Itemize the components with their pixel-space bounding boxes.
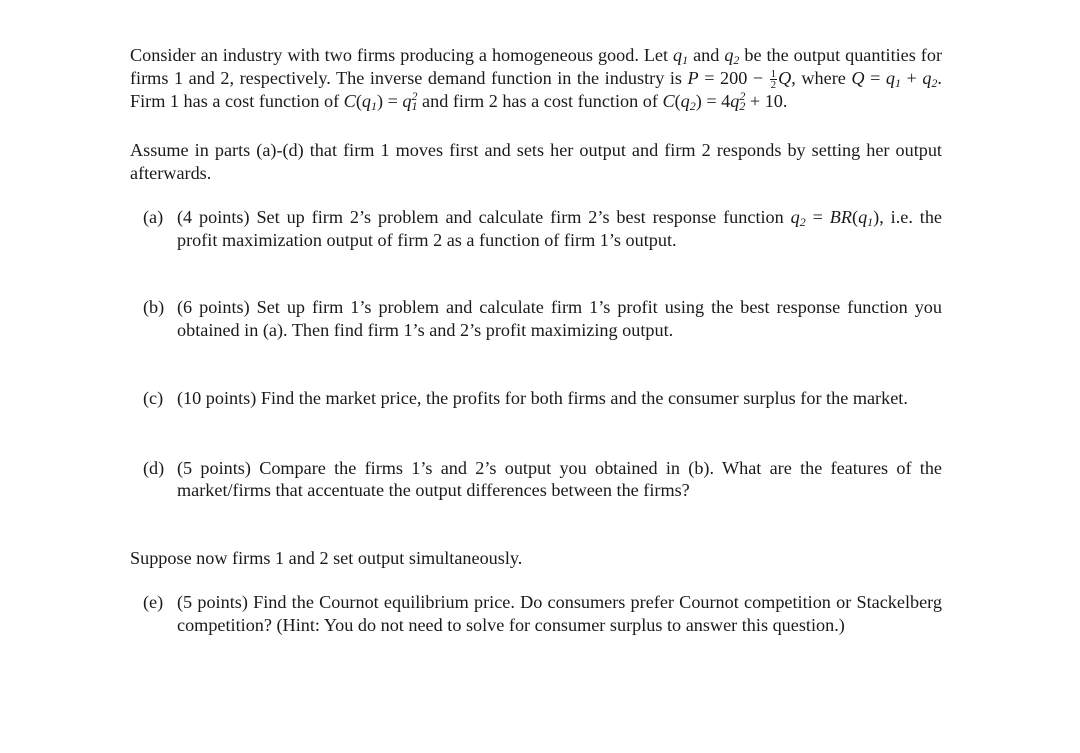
var-P: P: [687, 67, 699, 88]
var-q2: $q_2$: [680, 90, 696, 113]
intro-text: ) = 4: [695, 90, 731, 111]
question-text: (4 points) Set up firm 2’s problem and calculate firm 2’s best response function: [177, 207, 791, 227]
part-label: (a): [143, 207, 164, 227]
part-label: (e): [143, 592, 164, 612]
var-q1: $q_1$: [673, 45, 689, 67]
intro-text: =: [864, 67, 886, 88]
problem-set: [130, 44, 942, 636]
intro-text: be the output quantities for firms 1 and 2, respectively. The inverse demand function in the industry is: [130, 45, 942, 88]
intro-paragraph: Consider an industry with two firms producing a homogeneous good. Let $q_1$ and $q_2$ be the output quantities for firms 1 and 2, respectively. The inverse demand function in the industry is P = 200 − $\frac{1}{2}$ Q, where $Q = q_1 + q_2$. Firm 1 has a cost function of $C(q_1) = q^2_1$ and firm 2 has a cost function of $C(q_2) = 4q^2_2 + 10$.: [130, 45, 942, 113]
var-Q: Q: [778, 67, 792, 88]
question-text: =: [805, 207, 830, 227]
intro-text: ) =: [376, 90, 403, 111]
intro-text: , where: [791, 67, 852, 88]
intro-text: +: [900, 67, 923, 88]
question-part-b: [130, 296, 942, 341]
simultaneous-paragraph: Suppose now firms 1 and 2 set output simultaneously.: [130, 547, 523, 568]
question-part-d: [130, 457, 942, 502]
intro-text: . Firm 1 has a cost function of: [130, 67, 942, 111]
var-q2: $q_2$: [922, 67, 938, 90]
var-q1-squared: $q^2_1$: [402, 88, 418, 113]
var-q1: $q_1$: [858, 207, 874, 229]
question-text: (10 points) Find the market price, the profits for both firms and the consumer surplus for the market.: [177, 388, 908, 408]
question-part-e: [130, 591, 942, 636]
part-label: (d): [143, 457, 165, 478]
intro-text: + 10.: [745, 90, 788, 111]
question-text: (5 points) Find the Cournot equilibrium price. Do consumers prefer Cournot competition or Stackelberg competition? (Hint: You do not need to solve for consumer surplus to answer this question.): [177, 592, 942, 635]
var-Q: Q: [851, 67, 865, 88]
question-text: ),: [873, 207, 884, 227]
question-text: (6 points) Set up firm 1’s problem and calculate firm 1’s profit using the best response function you obtained in (a). Then find firm 1’s and 2’s profit maximizing output.: [177, 297, 942, 340]
var-C: C: [662, 90, 675, 111]
var-q1: $q_1$: [361, 90, 377, 113]
var-BR: BR: [829, 207, 853, 227]
part-label: (b): [143, 297, 165, 317]
intro-text: = 200 −: [698, 67, 769, 88]
var-q2: $q_2$: [790, 207, 806, 229]
var-q2-squared: $q^2_2$: [730, 88, 746, 113]
part-label: (c): [143, 388, 164, 408]
intro-text: and: [688, 45, 725, 65]
assumption-paragraph: Assume in parts (a)-(d) that firm 1 moves first and sets her output and firm 2 responds by setting her output afterwards.: [130, 140, 942, 183]
var-q2: $q_2$: [724, 45, 740, 67]
intro-text: Consider an industry with two firms producing a homogeneous good. Let: [130, 45, 674, 65]
question-part-c: [130, 387, 942, 410]
var-q1: $q_1$: [885, 67, 901, 90]
question-text: i.e. the profit maximization output of firm 2 as a function of firm 1’s output.: [177, 207, 942, 250]
question-text: (5 points) Compare the firms 1’s and 2’s output you obtained in (b). What are the features of the market/firms that accentuate the output differences between the firms?: [177, 457, 942, 500]
var-C: C: [343, 90, 356, 111]
fraction-one-half: $\frac{1}{2}$: [770, 67, 777, 91]
intro-text: and firm 2 has a cost function of: [417, 90, 663, 111]
question-part-a: (a) (4 points) Set up firm 2’s problem and calculate firm 2’s best response function $q_2 = BR(q_1)$, i.e. the profit maximization output of firm 2 as a function of firm 1’s output.: [143, 207, 942, 250]
